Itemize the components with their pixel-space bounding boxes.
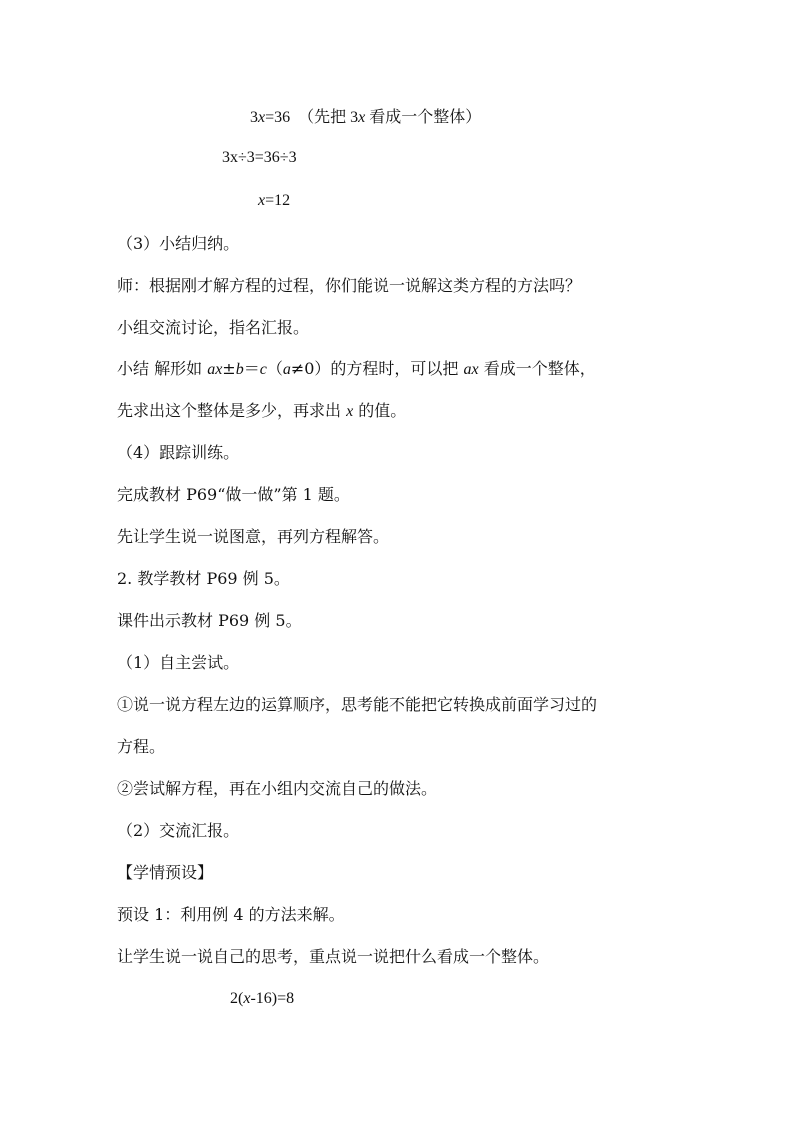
paragraph-group-discussion: 小组交流讨论，指名汇报。 [117, 318, 310, 337]
paragraph-step1-cont: 方程。 [117, 737, 166, 756]
paragraph-show-example5: 课件出示教材 P69 例 5。 [117, 611, 302, 630]
paragraph-exchange-report: （2）交流汇报。 [117, 821, 240, 840]
paragraph-self-try: （1）自主尝试。 [117, 653, 240, 672]
paragraph-preset-heading: 【学情预设】 [117, 863, 214, 882]
paragraph-step1: ①说一说方程左边的运算顺序，思考能不能把它转换成前面学习过的 [117, 695, 598, 714]
paragraph-tracking-practice: （4）跟踪训练。 [117, 443, 240, 462]
equation-divide: 3x÷3=36÷3 [222, 149, 297, 166]
equation-x-12: x=12 [258, 192, 291, 209]
paragraph-summary-rule-cont: 先求出这个整体是多少，再求出 x 的值。 [117, 401, 407, 420]
paragraph-step2: ②尝试解方程，再在小组内交流自己的做法。 [117, 779, 438, 798]
paragraph-explain-thinking: 让学生说一说自己的思考，重点说一说把什么看成一个整体。 [117, 947, 550, 966]
paragraph-preset1: 预设 1：利用例 4 的方法来解。 [117, 905, 345, 924]
equation-3x-36: 3x=36 （先把 3x 看成一个整体） [250, 109, 482, 126]
paragraph-describe-picture: 先让学生说一说图意，再列方程解答。 [117, 527, 390, 546]
paragraph-teach-example5: 2. 教学教材 P69 例 5。 [117, 569, 290, 588]
equation-2x-16: 2(x-16)=8 [230, 990, 295, 1007]
paragraph-summary-heading: （3）小结归纳。 [117, 234, 240, 253]
paragraph-teacher-question: 师：根据刚才解方程的过程，你们能说一说解这类方程的方法吗？ [117, 276, 582, 295]
paragraph-summary-rule: 小结 解形如 ax±b＝c（a≠0）的方程时，可以把 ax 看成一个整体， [117, 359, 596, 378]
paragraph-complete-exercise: 完成教材 P69“做一做”第 1 题。 [117, 485, 350, 504]
